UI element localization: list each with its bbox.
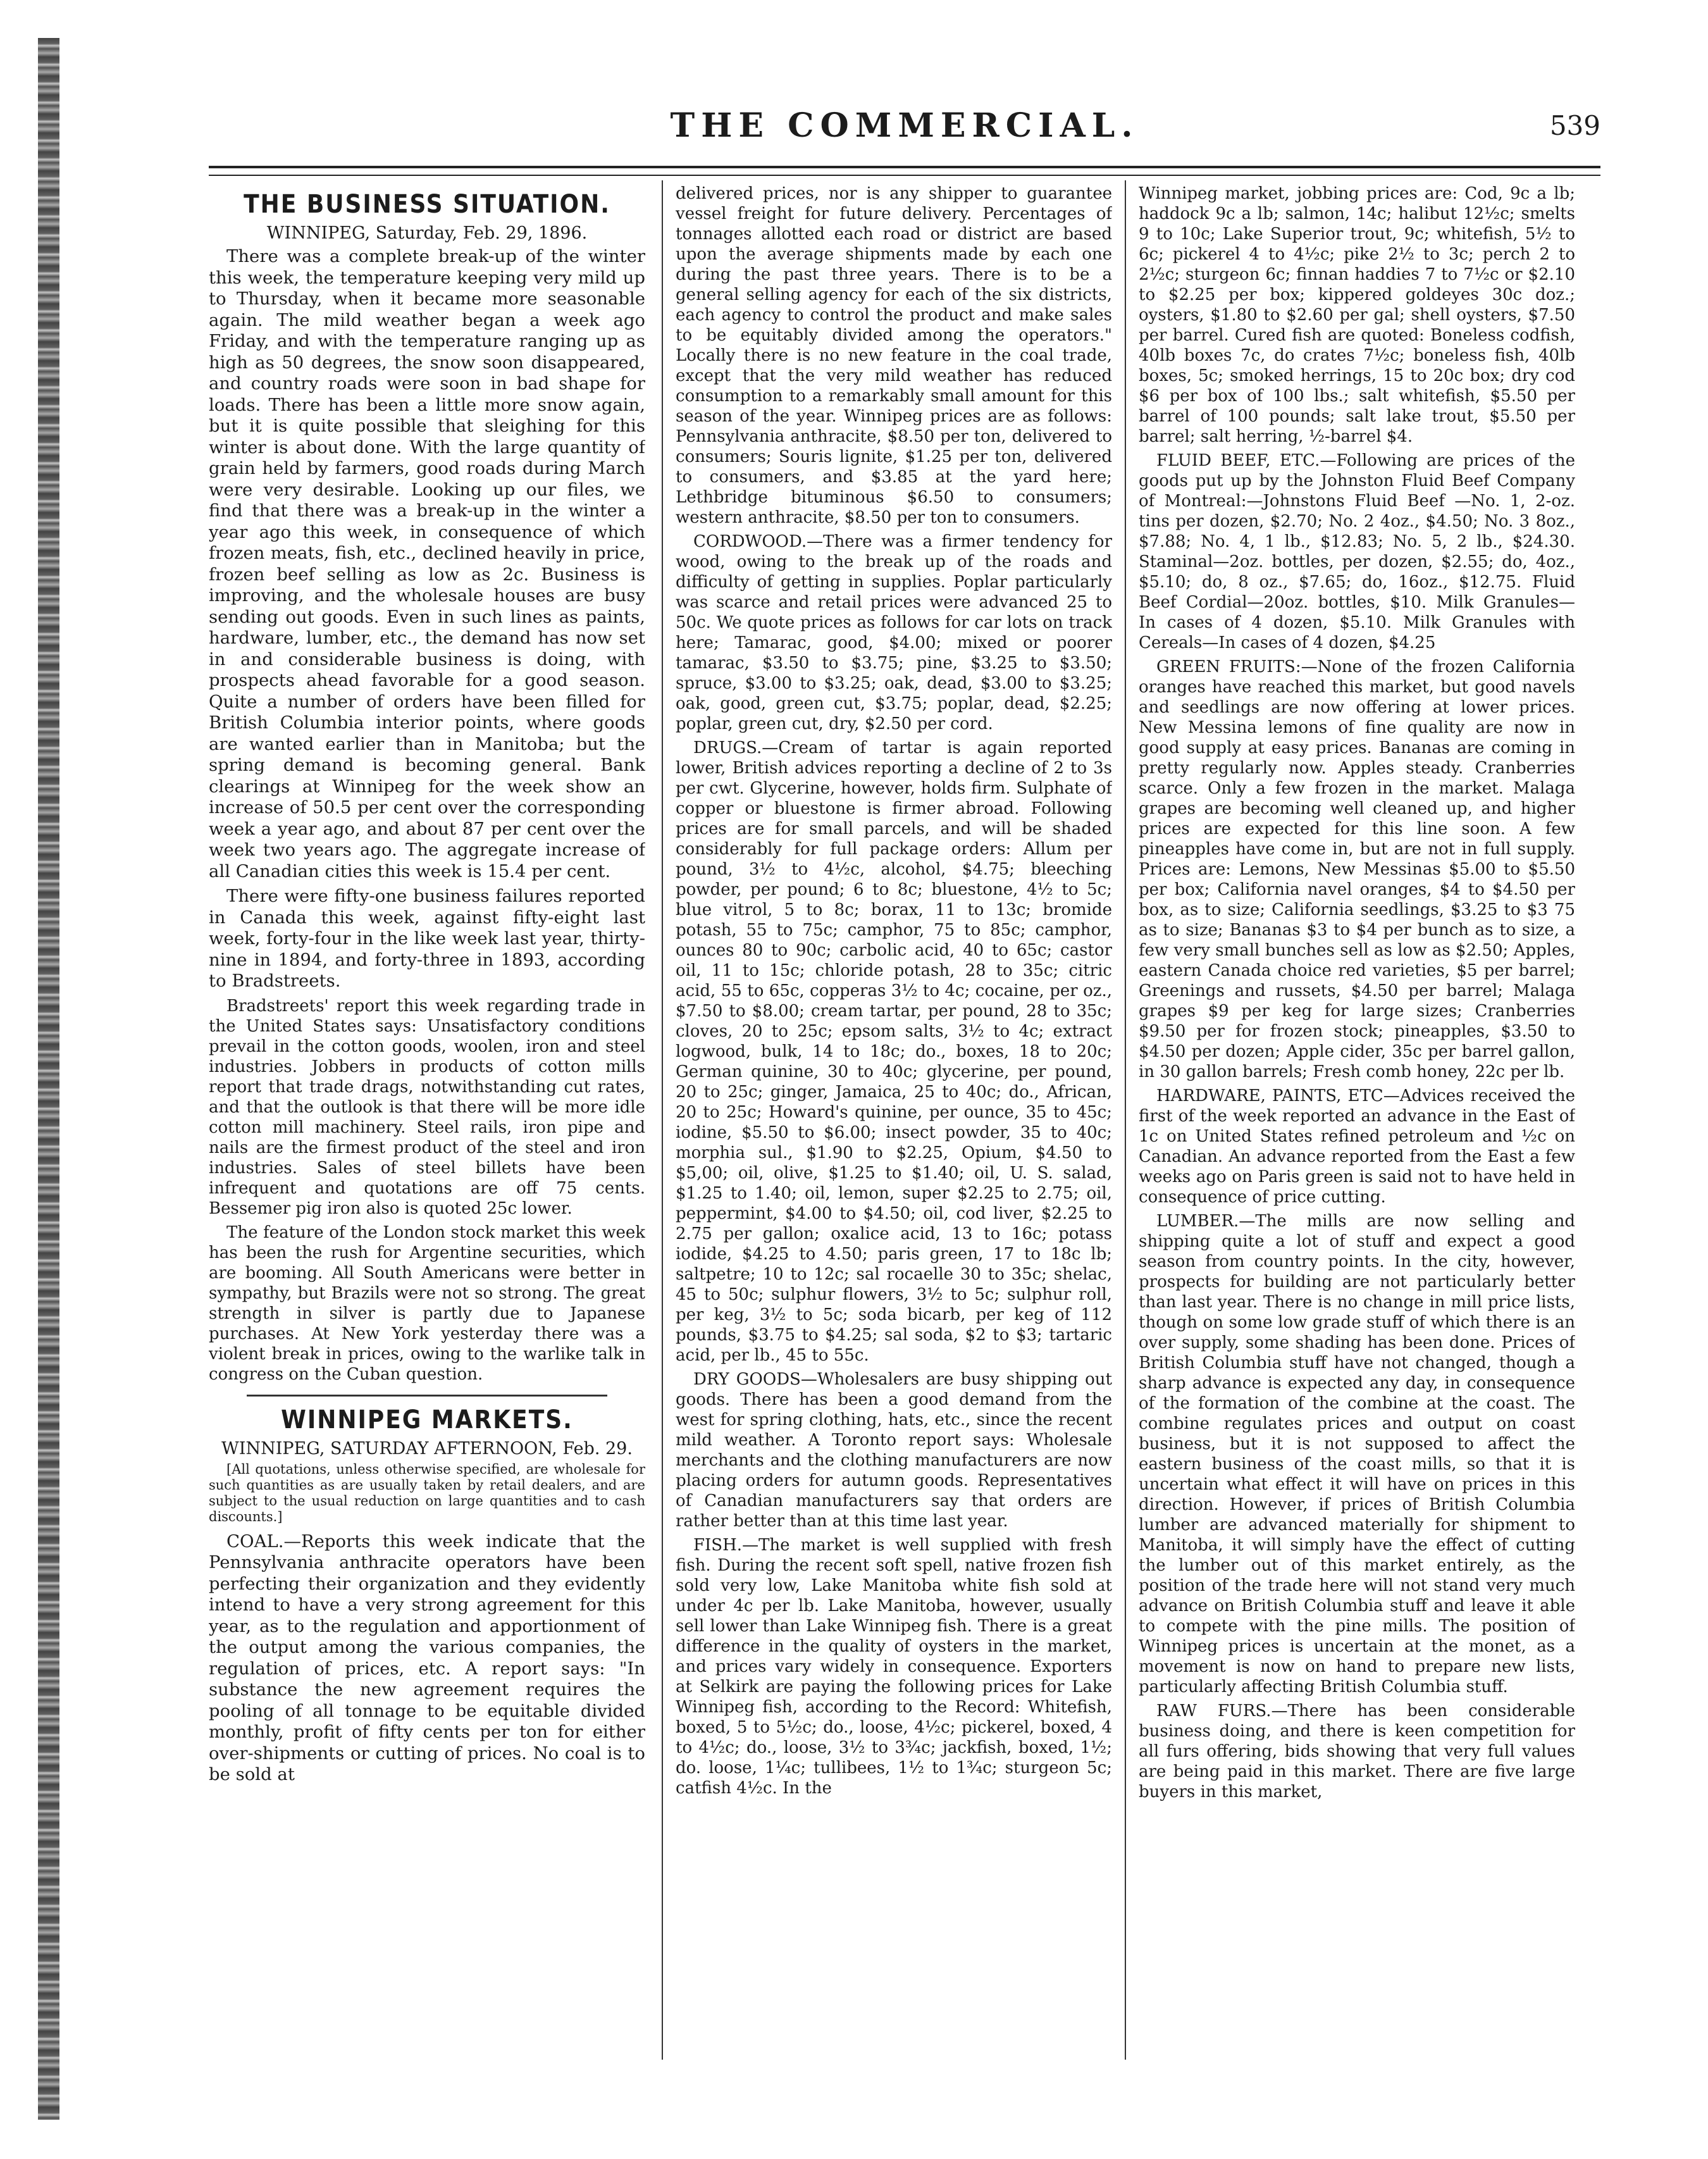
article-paragraph: Bradstreets' report this week regarding trade in the United States says: Unsatisfactory conditions prevail in the cotton goods, woolen, iron and steel industries. Jobbers in products of cotton mills report that trade drags, notwithstanding cut rates, and that the outlook is that there will be more idle cotton mill machinery. Steel rails, iron pipe and nails are the firmest product of the steel and iron industries. Sales of steel billets have been infrequent and quotations are off 75 cents. Bessemer pig iron also is quoted 25c lower. (209, 996, 645, 1218)
market-label: DRUGS. (693, 738, 762, 757)
market-label: DRY GOODS (693, 1370, 801, 1389)
article-paragraph: Winnipeg market, jobbing prices are: Cod, 9c a lb; haddock 9c a lb; salmon, 14c; halibut 12½c; smelts 9 to 10c; Lake Superior trout, 9c; whitefish, 5½ to 6c; pickerel 4 to 4½c; pike 2½ to 3c; perch 2 to 2½c; sturgeon 6c; finnan haddies 7 to 7½c or $2.10 to $2.25 per box; kippered goldeyes 30c doz.; oysters, $1.80 to $2.60 per gal; shell oysters, $7.50 per barrel. Cured fish are quoted: Boneless codfish, 40lb boxes 7c, do crates 7½c; boneless fish, 40lb boxes, 5c; smoked herrings, 15 to 20c box; dry cod $6 per box of 100 lbs.; salt whitefish, $5.50 per barrel of 100 pounds; salt lake trout, $5.50 per barrel; salt herring, ½-barrel $4. (1139, 184, 1575, 446)
masthead (209, 106, 1600, 151)
section-heading-business-situation: THE BUSINESS SITUATION. (244, 190, 610, 219)
market-label: GREEN FRUITS (1156, 657, 1296, 676)
market-paragraph-coal (209, 1531, 645, 1786)
market-text: —The mills are now selling and shipping quite a lot of stuff and expect a good season from country points. In the city, however, prospects for building are not particularly better than last year. There is no change in mill price lists, though on some low grade stuff of which there is an over supply, some shading has been done. Prices of British Columbia stuff have not changed, though a sharp advance is expected any day, in consequence of the formation of the combine at the coast. The combine regulates prices and output on coast business, but it is not supposed to affect the eastern business of the coast mills, so that it is uncertain what effect it will have on prices in this direction. However, if prices of British Columbia lumber are advanced materially for shipment to Manitoba, it will simply have the effect of cutting the lumber out of this market entirely, as the position of the trade here will not stand very much advance on British Columbia stuff and leave it able to compete with the pine mills. The position of Winnipeg prices is uncertain at the monet, as a movement is now on hand to prepare new lists, particularly affecting British Columbia stuff. (1139, 1212, 1575, 1696)
scanned-page-edge (38, 38, 59, 2120)
market-paragraph-fish (676, 1535, 1112, 1798)
publication-title: THE COMMERCIAL. (670, 106, 1139, 145)
market-label: FLUID BEEF, ETC. (1156, 451, 1320, 470)
article-paragraph: The feature of the London stock market this week has been the rush for Argentine securities, which are booming. All South Americans were better in sympathy, but Brazils were not so strong. The great strength in silver is partly due to Japanese purchases. At New York yesterday there was a violent break in prices, owing to the warlike talk in congress on the Cuban question. (209, 1223, 645, 1384)
article-paragraph: There was a complete break-up of the winter this week, the temperature keeping very mild up to Thursday, when it became more seasonable again. The mild weather began a week ago Friday, and with the temperature ranging up as high as 50 degrees, the snow soon disappeared, and country roads were soon in bad shape for loads. There has been a little more snow again, but it is quite possible that sleighing for this winter is about done. With the large quantity of grain held by farmers, good roads during March were very desirable. Looking up our files, we find that there was a break-up in the winter a year ago this week, in consequence of which frozen meats, fish, etc., declined heavily in price, frozen beef selling as low as 2c. Business is improving, and the wholesale houses are busy sending out goods. Even in such lines as paints, hardware, lumber, etc., the demand has now set in and considerable business is doing, with prospects ahead favorable for a good season. Quite a number of orders have been filled for British Columbia interior points, where goods are wanted earlier than in Manitoba; but the spring demand is becoming general. Bank clearings at Winnipeg for the week show an increase of 50.5 per cent over the corresponding week a year ago, and about 87 per cent over the week two years ago. The aggregate increase of all Canadian cities this week is 15.4 per cent. (209, 246, 645, 881)
market-paragraph-dry-goods (676, 1369, 1112, 1531)
section-divider (247, 1395, 607, 1397)
market-text: —Following are prices of the goods put up by the Johnston Fluid Beef Company of Montreal:—Johnstons Fluid Beef —No. 1, 2-oz. tins per dozen, $2.70; No. 2 4oz., $4.50; No. 3 8oz., $7.88; No. 4, 1 lb., $12.83; No. 5, 2 lb., $24.30. Staminal—2oz. bottles, per dozen, $2.55; do, 4oz., $5.10; do, 8 oz., $7.65; do, 16oz., $12.75. Fluid Beef Cordial—20oz. bottles, $10. Milk Granules— In cases of 4 dozen, $5.10. Milk Granules with Cereals—In cases of 4 dozen, $4.25 (1139, 451, 1575, 652)
column-divider (662, 180, 663, 2060)
section-heading-winnipeg-markets: WINNIPEG MARKETS. (281, 1405, 573, 1434)
article-paragraph: There were fifty-one business failures reported in Canada this week, against fifty-eight last week, forty-four in the like week last year, thirty-nine in 1894, and forty-three in 1893, according to Bradstreets. (209, 886, 645, 991)
page-number: 539 (1549, 110, 1600, 141)
article-paragraph: delivered prices, nor is any shipper to guarantee vessel freight for future delivery. Percentages of tonnages allotted each road or district are based upon the average shipments made by each one during the past three years. There is to be a general selling agency for each of the six districts, each agency to control the product and make sales to be equitably divided among the operators." Locally there is no new feature in the coal trade, except that the very mild weather has reduced consumption to a remarkably small amount for this season of the year. Winnipeg prices are as follows: Pennsylvania anthracite, $8.50 per ton, delivered to consumers; Souris lignite, $1.25 per ton, delivered to consumers, and $3.85 at the yard here; Lethbridge bituminous $6.50 to consumers; western anthracite, $8.50 per ton to consumers. (676, 184, 1112, 527)
market-text: —Wholesalers are busy shipping out goods. There has been a good demand from the west for spring clothing, hats, etc., since the recent mild weather. A Toronto report says: Wholesale merchants and the clothing manufacturers are now placing orders for autumn goods. Representatives of Canadian manufacturers say that orders are rather better than at this time last year. (676, 1370, 1112, 1531)
column-3 (1139, 184, 1575, 2056)
market-label: HARDWARE, PAINTS, ETC (1156, 1086, 1383, 1105)
market-label: CORDWOOD. (693, 532, 807, 551)
market-text: —Cream of tartar is again reported lower, British advices reporting a decline of 2 to 3s per cwt. Glycerine, however, holds firm. Sulphate of copper or bluestone is firmer abroad. Following prices are for small parcels, and will be shaded considerably for full package orders: Allum per pound, 3½ to 4½c, alcohol, $4.75; bleeching powder, per pound; 6 to 8c; bluestone, 4½ to 5c; blue vitrol, 5 to 8c; borax, 11 to 13c; bromide potash, 55 to 75c; camphor, 75 to 85c; camphor, ounces 80 to 90c; carbolic acid, 40 to 65c; castor oil, 11 to 15c; chloride potash, 28 to 35c; citric acid, 55 to 65c, copperas 3½ to 4c; cocaine, per oz., $7.50 to $8.00; cream tartar, per pound, 28 to 35c; cloves, 20 to 25c; epsom salts, 3½ to 4c; extract logwood, bulk, 14 to 18c; do., boxes, 18 to 20c; German quinine, 30 to 40c; glycerine, per pound, 20 to 25c; ginger, Jamaica, 25 to 40c; do., African, 20 to 25c; Howard's quinine, per ounce, 35 to 45c; iodine, $5.50 to $6.00; insect powder, 35 to 40c; morphia sul., $1.90 to $2.25, Opium, $4.50 to $5,00; oil, olive, $1.25 to $1.40; oil, U. S. salad, $1.25 to 1.40; oil, lemon, super $2.25 to 2.75; oil, peppermint, $4.00 to $4.50; oil, cod liver, $2.25 to 2.75 per gallon; oxalice acid, 13 to 16c; potass iodide, $4.25 to 4.50; paris green, 17 to 18c lb; saltpetre; 10 to 12c; sal rocaelle 30 to 35c; shelac, 45 to 50c; sulphur flowers, 3½ to 5c; sulphur roll, per keg, 3½ to 5c; soda bicarb, per keg of 112 pounds, $3.75 to $4.25; sal soda, $2 to $3; tartaric acid, per lb., 45 to 55c. (676, 738, 1112, 1365)
market-text: —There has been considerable business doing, and there is keen competition for all furs offering, bids showing that very full values are being paid in this market. There are five large buyers in this market, (1139, 1702, 1575, 1801)
dateline: WINNIPEG, SATURDAY AFTERNOON, Feb. 29. (221, 1438, 633, 1459)
market-paragraph-lumber (1139, 1211, 1575, 1697)
masthead-rule (209, 166, 1600, 168)
column-divider (1125, 180, 1126, 2060)
market-text: —The market is well supplied with fresh fish. During the recent soft spell, native frozen fish sold very low, Lake Manitoba white fish sold at under 4c per lb. Lake Manitoba, however, usually sell lower than Lake Winnipeg fish. There is a great difference in the quality of oysters in the market, and prices vary widely in consequence. Exporters at Selkirk are paying the following prices for Lake Winnipeg fish, according to the Record: Whitefish, boxed, 5 to 5½c; do., loose, 4½c; pickerel, boxed, 4 to 4½c; do., loose, 3½ to 3¾c; jackfish, boxed, 1½; do. loose, 1¼c; tullibees, 1½ to 1¾c; sturgeon 5c; catfish 4½c. In the (676, 1536, 1112, 1798)
market-label: LUMBER. (1156, 1212, 1239, 1231)
column-2 (676, 184, 1112, 2056)
market-text: —Reports this week indicate that the Pennsylvania anthracite operators have been perfecting their organization and they evidently intend to have a very strong agreement for this year, as to the regulation and apportionment of the output among the various companies, the regulation of prices, etc. A report says: "In substance the new agreement requires the pooling of all tonnage to be equitable divided monthly, profit of fifty cents per ton for either over-shipments or cutting of prices. No coal is to be sold at (209, 1531, 645, 1784)
market-paragraph-fluid-beef (1139, 451, 1575, 653)
quotation-note: [All quotations, unless otherwise specified, are wholesale for such quantities as are usually taken by retail dealers, and are subject to the usual reduction on large quantities and to cash discounts.] (209, 1461, 645, 1524)
market-paragraph-drugs (676, 738, 1112, 1366)
market-text: —Advices received the first of the week reported an advance in the East of 1c on United States refined petroleum and ½c on Canadian. An advance reported from the East a few weeks ago on Paris green is said not to have held in consequence of price cutting. (1139, 1086, 1575, 1207)
market-text: —There was a firmer tendency for wood, owing to the break up of the roads and difficulty of getting in supplies. Poplar particularly was scarce and retail prices were advanced 25 to 50c. We quote prices as follows for car lots on track here; Tamarac, good, $4.00; mixed or poorer tamarac, $3.50 to $3.75; pine, $3.25 to $3.50; spruce, $3.00 to $3.25; oak, dead, $3.00 to $3.25; oak, good, green cut, $3.75; poplar, dead, $2.25; poplar, green cut, dry, $2.50 per cord. (676, 532, 1112, 733)
masthead-rule-thin (209, 175, 1600, 176)
market-label: FISH. (693, 1536, 743, 1555)
market-paragraph-hardware (1139, 1086, 1575, 1207)
market-label: RAW FURS. (1156, 1702, 1272, 1720)
market-label: COAL. (226, 1531, 284, 1552)
dateline: WINNIPEG, Saturday, Feb. 29, 1896. (266, 223, 588, 243)
market-text: :—None of the frozen California oranges have reached this market, but good navels and seedlings are now offering at lower prices. New Messina lemons of fine quality are now in good supply at easy prices. Bananas are coming in pretty regularly now. Apples steady. Cranberries scarce. Only a few frozen in the market. Malaga grapes are becoming well cleaned up, and higher prices are expected for this line soon. A few pineapples have come in, but are not in full supply. Prices are: Lemons, New Messinas $5.00 to $5.50 per box; California navel oranges, $4 to $4.50 per box, as to size; California seedlings, $3.25 to $3 75 as to size; Bananas $3 to $4 per bunch as to size, a few very small bunches sell as low as $2.50; Apples, eastern Canada choice red varieties, $5 per barrel; Greenings and russets, $4.50 per barrel; Malaga grapes $9 per keg for large sizes; Cranberries $9.50 per for frozen stock; pineapples, $3.50 to $4.50 per dozen; Apple cider, 35c per barrel gallon, in 30 gallon barrels; Fresh comb honey, 22c per lb. (1139, 657, 1575, 1081)
market-paragraph-green-fruits (1139, 657, 1575, 1082)
market-paragraph-cordwood (676, 532, 1112, 734)
column-1 (209, 184, 645, 2056)
market-paragraph-raw-furs (1139, 1701, 1575, 1802)
